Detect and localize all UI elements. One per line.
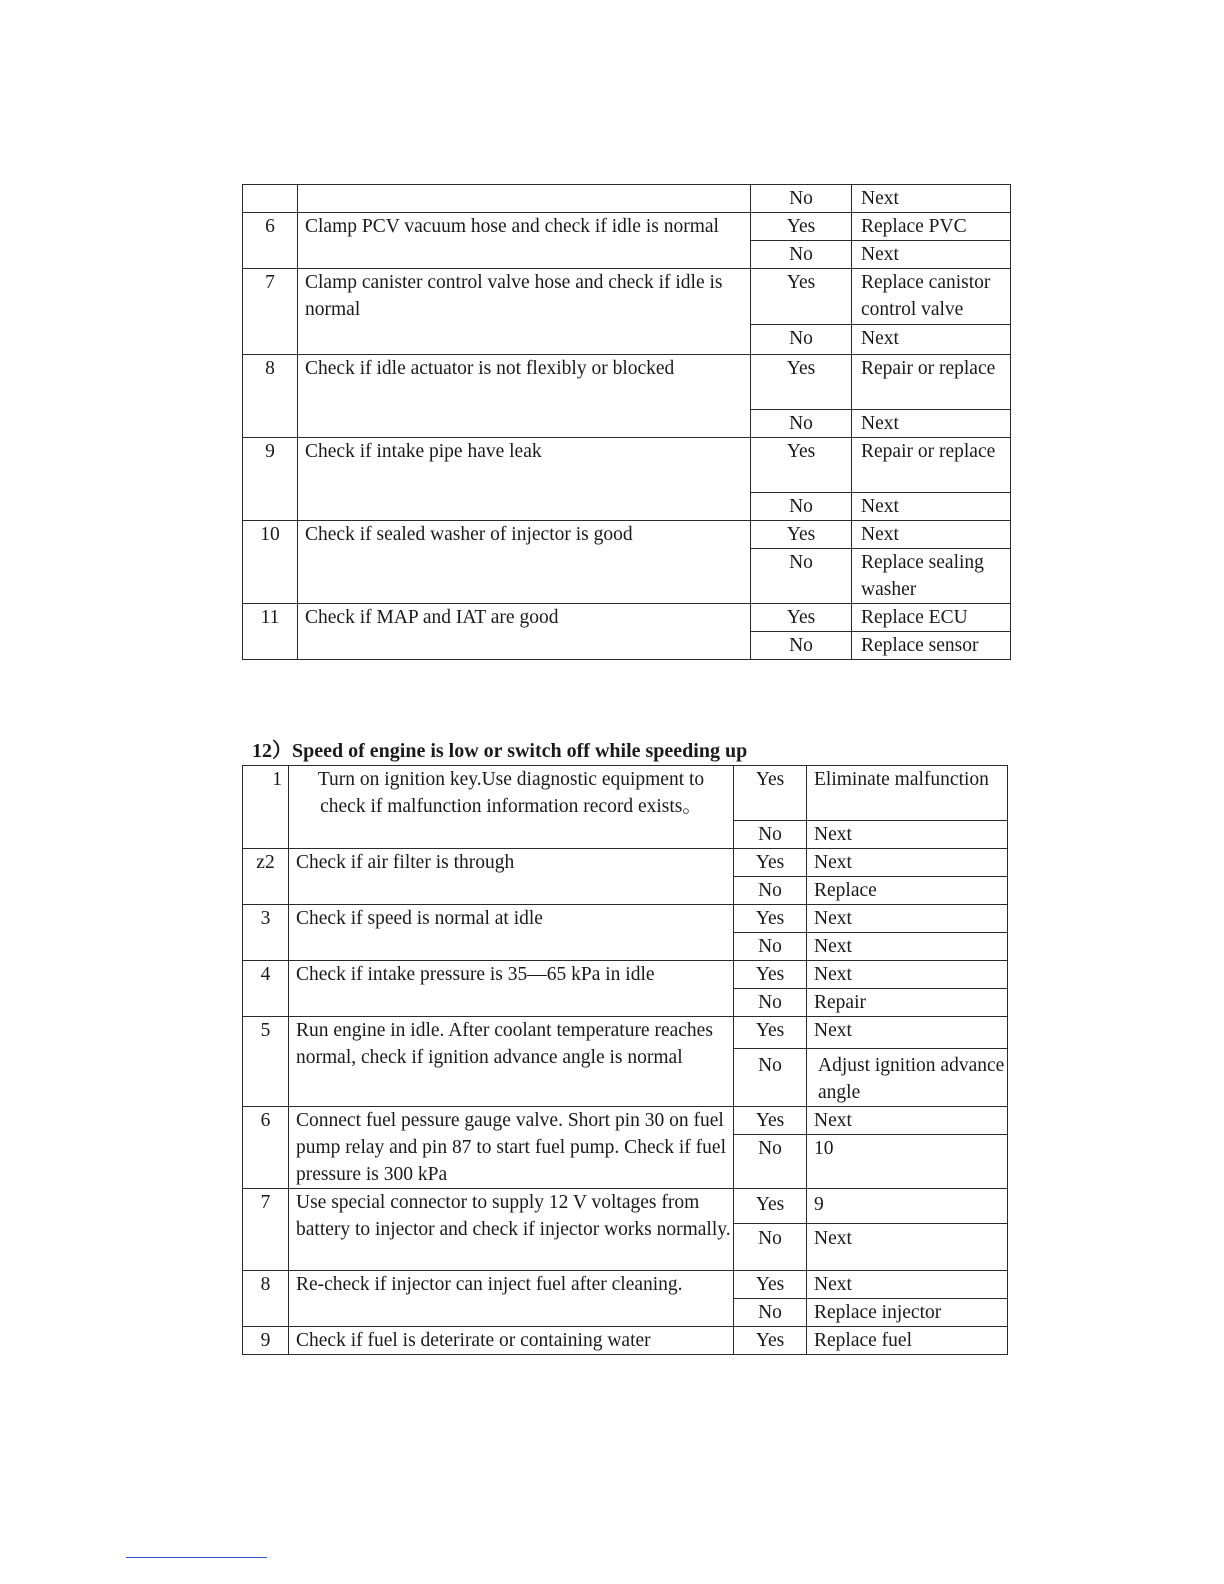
answer-cell: Yes [734,1189,807,1224]
answer-cell: Yes [751,269,852,325]
check-description: Check if air filter is through [289,849,734,905]
check-description: Check if intake pipe have leak [298,438,751,521]
table-row [243,521,1011,549]
answer-cell: No [734,1135,807,1189]
answer-cell: No [734,1299,807,1327]
action-cell: Next [807,1107,1008,1135]
check-description: Clamp PCV vacuum hose and check if idle is normal [298,213,751,269]
step-number: 8 [243,355,298,438]
action-cell: Adjust ignition advance angle [807,1049,1008,1107]
action-cell: Next [852,325,1011,355]
action-cell: Next [807,933,1008,961]
check-description: Use special connector to supply 12 V voltages from battery to injector and check if injector works normally. [289,1189,734,1271]
step-number: 3 [243,905,289,961]
section-title: 12）Speed of engine is low or switch off while speeding up [252,740,748,762]
step-number: 6 [243,213,298,269]
table-row [243,961,1008,989]
answer-cell: No [734,1224,807,1271]
table-row [243,1017,1008,1049]
action-cell: Replace canistor control valve [852,269,1011,325]
diagnostic-table-section-12 [242,765,1008,1355]
table-row [243,213,1011,241]
step-number: 4 [243,961,289,1017]
check-description: Check if intake pressure is 35—65 kPa in idle [289,961,734,1017]
check-description: Check if MAP and IAT are good [298,604,751,660]
table-row [243,269,1011,325]
table-row [243,849,1008,877]
action-cell: Replace sealing washer [852,549,1011,604]
answer-cell: No [734,933,807,961]
action-cell: Next [807,821,1008,849]
step-number: 7 [243,1189,289,1271]
action-cell: Repair or replace [852,438,1011,493]
step-number: 1 [243,766,289,849]
step-number: z2 [243,849,289,905]
answer-cell: No [751,185,852,213]
action-cell: 10 [807,1135,1008,1189]
action-cell: Next [852,241,1011,269]
action-cell: 9 [807,1189,1008,1224]
action-cell: Repair or replace [852,355,1011,410]
answer-cell: No [751,632,852,660]
action-cell: Replace ECU [852,604,1011,632]
action-cell: Next [807,905,1008,933]
action-cell: Eliminate malfunction [807,766,1008,821]
answer-cell: No [734,1049,807,1107]
answer-cell: No [734,989,807,1017]
action-cell: Next [852,185,1011,213]
action-cell: Next [807,1271,1008,1299]
step-number: 9 [243,1327,289,1355]
step-number: 8 [243,1271,289,1327]
action-cell: Next [852,493,1011,521]
check-description: Clamp canister control valve hose and check if idle is normal [298,269,751,355]
answer-cell: Yes [734,766,807,821]
step-number: 10 [243,521,298,604]
answer-cell: Yes [751,604,852,632]
answer-cell: No [751,241,852,269]
check-description: Check if idle actuator is not flexibly or blocked [298,355,751,438]
table-row [243,185,1011,213]
step-number: 11 [243,604,298,660]
footnote-separator [126,1557,267,1558]
step-number: 6 [243,1107,289,1189]
answer-cell: Yes [751,355,852,410]
step-number: 7 [243,269,298,355]
answer-cell: Yes [734,1017,807,1049]
answer-cell: Yes [734,1327,807,1355]
action-cell: Replace PVC [852,213,1011,241]
diagnostic-table-continued [242,184,1011,660]
answer-cell: Yes [751,521,852,549]
step-number: 9 [243,438,298,521]
table-row [243,1327,1008,1355]
action-cell: Repair [807,989,1008,1017]
action-cell: Replace fuel [807,1327,1008,1355]
answer-cell: No [751,325,852,355]
answer-cell: Yes [751,438,852,493]
check-description: Check if sealed washer of injector is good [298,521,751,604]
table-row [243,604,1011,632]
action-cell: Replace injector [807,1299,1008,1327]
table-row [243,438,1011,493]
check-description: Check if speed is normal at idle [289,905,734,961]
table-row [243,1107,1008,1135]
table-row [243,1189,1008,1224]
answer-cell: Yes [734,905,807,933]
answer-cell: Yes [734,849,807,877]
action-cell: Next [807,961,1008,989]
action-cell: Next [852,410,1011,438]
answer-cell: Yes [734,1271,807,1299]
check-description: Run engine in idle. After coolant temperature reaches normal, check if ignition advance angle is normal [289,1017,734,1107]
check-description [298,185,751,213]
answer-cell: No [751,549,852,604]
step-number: 5 [243,1017,289,1107]
table-row [243,905,1008,933]
action-cell: Next [807,1017,1008,1049]
action-cell: Next [807,849,1008,877]
check-description: Turn on ignition key.Use diagnostic equipment to check if malfunction information record exists。 [289,766,734,849]
action-cell: Replace sensor [852,632,1011,660]
action-cell: Replace [807,877,1008,905]
table-row [243,355,1011,410]
answer-cell: Yes [734,961,807,989]
check-description: Re-check if injector can inject fuel after cleaning. [289,1271,734,1327]
answer-cell: No [751,410,852,438]
action-cell: Next [807,1224,1008,1271]
table-row [243,766,1008,821]
check-description: Check if fuel is deterirate or containing water [289,1327,734,1355]
answer-cell: Yes [734,1107,807,1135]
answer-cell: Yes [751,213,852,241]
table-row [243,1271,1008,1299]
answer-cell: No [734,821,807,849]
action-cell: Next [852,521,1011,549]
step-number [243,185,298,213]
check-description: Connect fuel pessure gauge valve. Short pin 30 on fuel pump relay and pin 87 to start fuel pump. Check if fuel pressure is 300 kPa [289,1107,734,1189]
answer-cell: No [751,493,852,521]
answer-cell: No [734,877,807,905]
